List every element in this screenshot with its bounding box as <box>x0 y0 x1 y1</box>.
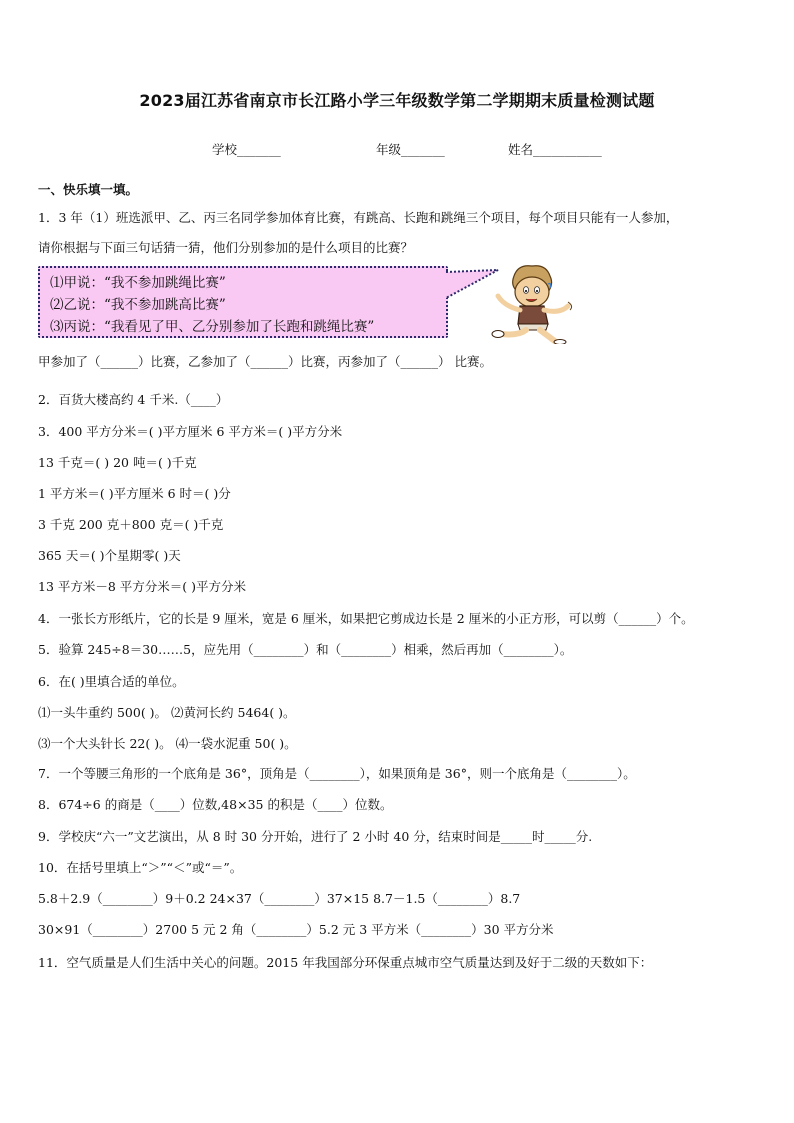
question-5: 5．验算 245÷8＝30……5，应先用（________）和（________）相乘，然后再加（________）。 <box>38 642 573 657</box>
bubble-statement-1: ⑴甲说：“我不参加跳绳比赛” <box>50 275 226 291</box>
question-10-line-3: 30×91（________）2700 5 元 2 角（________）5.2 元 3 平方米（________）30 平方分米 <box>38 922 554 937</box>
question-3-line-5: 365 天＝( )个星期零( )天 <box>38 548 181 563</box>
question-3-line-3: 1 平方米＝( )平方厘米 6 时＝( )分 <box>38 486 231 501</box>
school-field: 学校_______ <box>212 142 281 157</box>
question-11: 11．空气质量是人们生活中关心的问题。2015 年我国部分环保重点城市空气质量达到及好于二级的天数如下： <box>38 955 653 970</box>
question-8: 8．674÷6 的商是（____）位数,48×35 的积是（____）位数。 <box>38 797 393 812</box>
question-2: 2．百货大楼高约 4 千米.（____） <box>38 392 229 407</box>
question-1-line-1: 1．3 年（1）班选派甲、乙、丙三名同学参加体育比赛，有跳高、长跑和跳绳三个项目，每个项目只能有一人参加， <box>38 210 679 225</box>
name-field: 姓名___________ <box>508 142 602 157</box>
speech-bubble <box>38 266 448 338</box>
exam-title: 2023届江苏省南京市长江路小学三年级数学第二学期期末质量检测试题 <box>139 91 655 110</box>
running-boy-icon <box>484 262 580 344</box>
question-1-answer: 甲参加了（______）比赛，乙参加了（______）比赛，丙参加了（______） 比赛。 <box>38 354 492 369</box>
bubble-statement-3: ⑶丙说：“我看见了甲、乙分别参加了长跑和跳绳比赛” <box>50 319 375 335</box>
question-3-line-2: 13 千克＝( ) 20 吨＝( )千克 <box>38 455 197 470</box>
question-10-line-2: 5.8＋2.9（________）9＋0.2 24×37（________）37×15 8.7－1.5（________）8.7 <box>38 891 521 906</box>
question-3-line-6: 13 平方米－8 平方分米＝( )平方分米 <box>38 579 247 594</box>
question-6-line-2: ⑴一头牛重约 500( )。 ⑵黄河长约 5464( )。 <box>38 705 296 720</box>
question-3-line-1: 3．400 平方分米＝( )平方厘米 6 平方米＝( )平方分米 <box>38 424 343 439</box>
bubble-statement-2: ⑵乙说：“我不参加跳高比赛” <box>50 297 226 313</box>
question-9: 9．学校庆“六一”文艺演出，从 8 时 30 分开始，进行了 2 小时 40 分，结束时间是_____时_____分. <box>38 829 593 844</box>
question-10-line-1: 10．在括号里填上“＞”“＜”或“＝”。 <box>38 860 243 875</box>
section-heading: 一、快乐填一填。 <box>38 182 139 197</box>
question-1-line-2: 请你根据与下面三句话猜一猜，他们分别参加的是什么项目的比赛？ <box>38 240 414 255</box>
grade-field: 年级_______ <box>376 142 445 157</box>
question-7: 7．一个等腰三角形的一个底角是 36°，顶角是（________），如果顶角是 36°，则一个底角是（________）。 <box>38 766 636 781</box>
question-6-line-3: ⑶一个大头针长 22( )。 ⑷一袋水泥重 50( )。 <box>38 736 297 751</box>
question-6-line-1: 6．在( )里填合适的单位。 <box>38 674 185 689</box>
question-3-line-4: 3 千克 200 克＋800 克＝( )千克 <box>38 517 224 532</box>
question-4: 4．一张长方形纸片，它的长是 9 厘米，宽是 6 厘米，如果把它剪成边长是 2 厘米的小正方形，可以剪（______）个。 <box>38 611 694 626</box>
